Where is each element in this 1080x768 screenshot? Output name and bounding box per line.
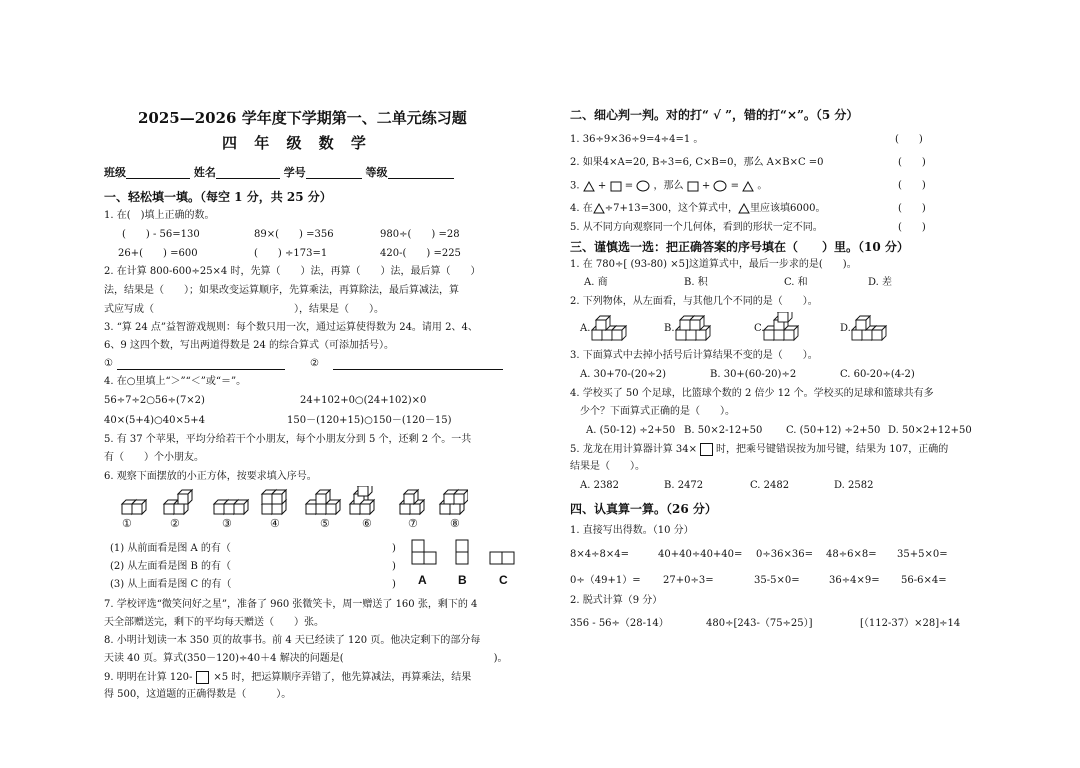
answer-paren[interactable]: ( ) bbox=[898, 180, 926, 191]
choice-2-option[interactable]: B. bbox=[664, 323, 675, 334]
q6-text: 6. 观察下面摆放的小正方体，按要求填入序号。 bbox=[104, 471, 317, 482]
choice-4-line: 少个？下面算式正确的是（ ）。 bbox=[580, 406, 735, 417]
number-field[interactable] bbox=[306, 168, 362, 179]
triangle-icon bbox=[583, 181, 595, 192]
calc-item: 48÷6×8= bbox=[826, 549, 877, 560]
student-info-row bbox=[104, 167, 454, 179]
calc-2-item: 356 - 56÷（28-14） bbox=[570, 618, 669, 629]
calc-item: 35+5×0= bbox=[897, 549, 948, 560]
choice-2-option[interactable]: C. bbox=[754, 323, 765, 334]
choice-4-option[interactable]: A. (50-12) ÷2+50 bbox=[586, 425, 676, 436]
calc-2-heading: 2. 脱式计算（9 分） bbox=[570, 595, 663, 606]
square-blank-icon bbox=[196, 671, 209, 684]
choice-2-figures bbox=[590, 312, 930, 346]
circle-icon bbox=[636, 180, 650, 192]
triangle-icon bbox=[742, 181, 754, 192]
q9-line: 得 500，这道题的正确得数是（ ）。 bbox=[104, 689, 292, 700]
number-label: 学号 bbox=[283, 166, 306, 179]
section-3-heading: 三、谨慎选一选：把正确答案的序号填在（ ）里。（10 分） bbox=[570, 240, 909, 254]
name-label: 姓名 bbox=[193, 166, 216, 179]
judge-2: 2. 如果4×A=20, B÷3=6, C×B=0，那么 A×B×C =0 bbox=[570, 157, 824, 168]
section-4-heading: 四、认真算一算。（26 分） bbox=[570, 502, 717, 516]
view-shape-a bbox=[412, 540, 436, 564]
q2-line: 法，结果是（ ）；如果改变运算顺序，先算乘法，再算除法，最后算减法，算 bbox=[104, 285, 459, 296]
cube-label: ⑦ bbox=[408, 517, 418, 530]
cube-figure-4 bbox=[262, 490, 286, 514]
cube-figure-3 bbox=[214, 500, 248, 514]
q1-text: 1. 在( )填上正确的数。 bbox=[104, 210, 215, 221]
triangle-icon bbox=[738, 203, 750, 214]
choice-5-line: 5. 龙龙在用计算器计算 34× 时，把乘号键错误按为加号键，结果为 107，正确的 bbox=[570, 444, 949, 455]
judge-4: 4. 在 ÷7+13=300，这个算式中， 里应该填6000。 bbox=[570, 203, 826, 214]
cube-label: ⑧ bbox=[450, 517, 460, 530]
choice-5-option[interactable]: B. 2472 bbox=[664, 480, 704, 491]
q4-text: 4. 在○里填上“＞”“＜”或“＝”。 bbox=[104, 376, 247, 387]
q4-item: 56÷7÷2○56÷(7×2) bbox=[104, 395, 205, 406]
choice-3-option[interactable]: C. 60-20÷(4-2) bbox=[840, 369, 915, 380]
circle-icon bbox=[713, 180, 727, 192]
q1-item: ( ) ÷173=1 bbox=[254, 248, 328, 259]
calc-2-item: 480÷[243-（75÷25）] bbox=[706, 618, 813, 629]
calc-item: 0÷36×36= bbox=[756, 549, 813, 560]
choice-5-option[interactable]: D. 2582 bbox=[834, 480, 874, 491]
cube-figure-5 bbox=[306, 490, 340, 514]
square-blank-icon bbox=[700, 443, 713, 456]
calc-item: 56-6×4= bbox=[901, 575, 947, 586]
choice-4-option[interactable]: C. (50+12) ÷2+50 bbox=[786, 425, 881, 436]
cube-label: ① bbox=[122, 517, 132, 530]
section-2-heading: 二、细心判一判。对的打“ √ ”，错的打“×”。（5 分） bbox=[570, 108, 859, 122]
choice-4-option[interactable]: B. 50×2-12+50 bbox=[684, 425, 763, 436]
paren-close: ) bbox=[392, 561, 396, 572]
cube-figure-2 bbox=[164, 490, 192, 514]
choice-2-option[interactable]: D. bbox=[840, 323, 851, 334]
calc-2-item: [（112-37）×28]÷14 bbox=[860, 618, 961, 629]
cube-label: ④ bbox=[270, 517, 280, 530]
q3-answer-2-blank[interactable] bbox=[333, 359, 503, 370]
judge-1: 1. 36÷9×36÷9=4÷4=1 。 bbox=[570, 134, 704, 145]
choice-3: 3. 下面算式中去掉小括号后计算结果不变的是（ ）。 bbox=[570, 350, 818, 361]
choice-3-option[interactable]: A. 30+70-(20÷2) bbox=[580, 369, 667, 380]
view-label-c: C bbox=[499, 573, 508, 587]
choice-1-option[interactable]: A. 商 bbox=[584, 277, 608, 288]
view-shapes bbox=[410, 538, 518, 574]
q5-line: 有（ ）个小朋友。 bbox=[104, 452, 204, 463]
q2-line: 2. 在计算 800-600÷25×4 时，先算（ ）法，再算（ ）法，最后算（ ） bbox=[104, 266, 481, 277]
q6-sub-2: (2) 从左面看是图 B 的有（ bbox=[110, 561, 232, 572]
square-icon bbox=[687, 181, 699, 192]
grade-field[interactable] bbox=[388, 168, 454, 179]
class-field[interactable] bbox=[126, 168, 190, 179]
answer-paren[interactable]: ( ) bbox=[898, 203, 926, 214]
q1-item: 980÷( ) =28 bbox=[380, 229, 460, 240]
choice-1-option[interactable]: B. 积 bbox=[684, 277, 708, 288]
view-label-b: B bbox=[458, 573, 467, 587]
calc-item: 36÷4×9= bbox=[829, 575, 880, 586]
calc-item: 40+40÷40+40= bbox=[658, 549, 743, 560]
answer-paren[interactable]: ( ) bbox=[898, 222, 926, 233]
choice-3-option[interactable]: B. 30+(60-20)÷2 bbox=[710, 369, 797, 380]
cube-figure-6 bbox=[350, 486, 374, 514]
class-label: 班级 bbox=[104, 166, 126, 179]
cube-label: ⑤ bbox=[320, 517, 330, 530]
cube-figure-7 bbox=[400, 490, 424, 514]
choice-2: 2. 下列物体，从左面看，与其他几个不同的是（ ）。 bbox=[570, 296, 818, 307]
name-field[interactable] bbox=[216, 168, 280, 179]
q4-item: 24+102+0○(24+102)×0 bbox=[300, 395, 427, 406]
q6-sub-3: (3) 从上面看是图 C 的有（ bbox=[110, 579, 232, 590]
view-shape-b bbox=[456, 540, 468, 564]
choice-1: 1. 在 780÷[ (93-80) ×5]这道算式中，最后一步求的是( )。 bbox=[570, 259, 857, 270]
q3-line: 6、9 这四个数，写出两道得数是 24 的综合算式（可添加括号）。 bbox=[104, 340, 394, 351]
q3-answer-1-blank[interactable] bbox=[117, 359, 285, 370]
exam-subtitle: 四 年 级 数 学 bbox=[222, 134, 372, 152]
square-icon bbox=[610, 181, 622, 192]
choice-1-option[interactable]: D. 差 bbox=[868, 277, 893, 288]
view-shape-c bbox=[490, 552, 514, 564]
q9-line: 9. 明明在计算 120- ×5 时，把运算顺序弄错了，他先算减法，再算乘法，结果 bbox=[104, 672, 472, 683]
choice-2-figure-b bbox=[676, 316, 710, 340]
cube-label: ② bbox=[170, 517, 180, 530]
calc-item: 35-5×0= bbox=[754, 575, 800, 586]
choice-4-option[interactable]: D. 50×2+12+50 bbox=[888, 425, 972, 436]
q4-item: 150－(120+15)○150－(120－15) bbox=[287, 415, 452, 426]
cube-label: ⑥ bbox=[362, 517, 372, 530]
calc-1-heading: 1. 直接写出得数。（10 分） bbox=[570, 525, 694, 536]
q4-item: 40×(5+4)○40×5+4 bbox=[104, 415, 205, 426]
view-label-a: A bbox=[418, 573, 427, 587]
triangle-icon bbox=[593, 203, 605, 214]
grade-label: 等级 bbox=[365, 166, 388, 179]
q5-line: 5. 有 37 个苹果，平均分给若干个小朋友，每个小朋友分到 5 个，还剩 2 个。一共 bbox=[104, 434, 472, 445]
exam-title: 2025—2026 学年度下学期第一、二单元练习题 bbox=[138, 109, 467, 127]
q2-line: 式应写成（ ），结果是（ ）。 bbox=[104, 304, 384, 315]
answer-paren[interactable]: ( ) bbox=[895, 134, 923, 145]
q8-line: 8. 小明计划读一本 350 页的故事书。前 4 天已经读了 120 页。他决定剩下的部分每 bbox=[104, 635, 481, 646]
q6-sub-1: (1) 从前面看是图 A 的有（ bbox=[110, 543, 231, 554]
choice-2-figure-a bbox=[592, 316, 626, 340]
q7-line: 7. 学校评选“微笑问好之星”，准备了 960 张微笑卡，周一赠送了 160 张，剩下的 4 bbox=[104, 599, 478, 610]
q8-line: 天读 40 页。算式(350－120)÷40＋4 解决的问题是( )。 bbox=[104, 653, 508, 664]
choice-5-option[interactable]: A. 2382 bbox=[580, 480, 620, 491]
choice-5-line: 结果是（ ）。 bbox=[570, 461, 645, 472]
q3-line: 3. “算 24 点”益智游戏规则：每个数只用一次，通过运算使得数为 24。请用 2、4、 bbox=[104, 322, 478, 333]
cube-label: ③ bbox=[222, 517, 232, 530]
q3-answer-1: ① bbox=[104, 358, 285, 370]
choice-4-line: 4. 学校买了 50 个足球，比篮球个数的 2 倍少 12 个。学校买的足球和篮球共有多 bbox=[570, 388, 934, 399]
choice-5-option[interactable]: C. 2482 bbox=[750, 480, 790, 491]
paren-close: ) bbox=[392, 543, 396, 554]
cube-figure-8 bbox=[440, 490, 468, 514]
answer-paren[interactable]: ( ) bbox=[898, 157, 926, 168]
calc-item: 0÷（49+1）= bbox=[570, 575, 641, 586]
q1-item: 89×( ) =356 bbox=[254, 229, 334, 240]
cube-figure-1 bbox=[122, 500, 146, 514]
calc-item: 8×4÷8×4= bbox=[570, 549, 629, 560]
section-1-heading: 一、轻松填一填。（每空 1 分，共 25 分） bbox=[104, 190, 332, 204]
calc-item: 27+0÷3= bbox=[663, 575, 714, 586]
choice-1-option[interactable]: C. 和 bbox=[784, 277, 808, 288]
q1-item: ( ) - 56=130 bbox=[122, 229, 200, 240]
judge-5: 5. 从不同方向观察同一个几何体，看到的形状一定不同。 bbox=[570, 222, 823, 233]
choice-2-option[interactable]: A. bbox=[580, 323, 591, 334]
paren-close: ) bbox=[392, 579, 396, 590]
q1-item: 26+( ) =600 bbox=[118, 248, 198, 259]
q3-answer-2: ② bbox=[310, 358, 503, 370]
choice-2-figure-c bbox=[764, 312, 798, 340]
judge-3: 3. + = ，那么 + = 。 bbox=[570, 180, 768, 192]
choice-2-figure-d bbox=[852, 316, 886, 340]
q1-item: 420-( ) =225 bbox=[380, 248, 461, 259]
q7-line: 天全部赠送完，剩下的平均每天赠送（ ）张。 bbox=[104, 617, 324, 628]
